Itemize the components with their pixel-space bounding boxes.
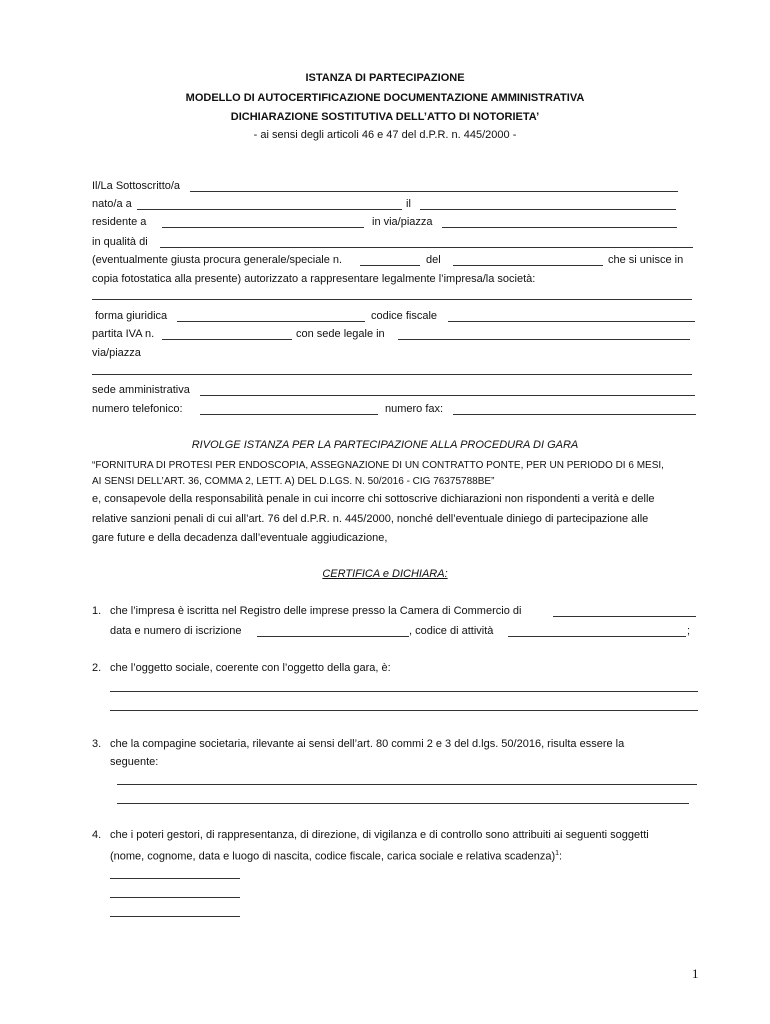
field-oggetto-sociale-2[interactable] [110,710,698,711]
certifica-heading: CERTIFICA e DICHIARA: [322,568,448,580]
item-4-text-b: (nome, cognome, data e luogo di nascita, codice fiscale, carica sociale e relativa scadenza) [110,850,556,863]
footnote-ref: 1 [555,850,560,857]
label-copia: copia fotostatica alla presente) autorizzato a rappresentare legalmente l’impresa/la società: [92,273,536,285]
field-via[interactable] [442,227,677,228]
gara-title-line-2: AI SENSI DELL’ART. 36, COMMA 2, LETT. A) DEL D.LGS. N. 50/2016 - CIG 76375788BE” [92,476,495,487]
item-1-text: che l’impresa è iscritta nel Registro delle imprese presso la Camera di Commercio di [110,605,522,617]
item-3-text-cont: seguente: [110,756,159,768]
field-telefono[interactable] [200,414,378,415]
field-oggetto-sociale-1[interactable] [110,691,698,692]
label-forma-giuridica: forma giuridica [95,310,168,322]
label-unisce: che si unisce in [608,254,684,266]
item-3-text: che la compagine societaria, rilevante ai sensi dell’art. 80 commi 2 e 3 del d.lgs. 50/2016, risulta essere la [110,738,625,750]
label-nato: nato/a a [92,198,132,210]
label-residente: residente a [92,216,147,228]
field-compagine-1[interactable] [117,784,697,785]
field-data-nascita[interactable] [420,209,676,210]
field-camera-commercio[interactable] [553,616,696,617]
paragraph-line-3: gare future e della decadenza dall’eventuale aggiudicazione, [92,532,388,544]
item-4-colon: : [559,850,563,863]
label-fax: numero fax: [385,403,444,415]
field-via-piazza[interactable] [92,374,692,375]
field-compagine-2[interactable] [117,803,689,804]
label-via-piazza: via/piazza [92,347,141,359]
paragraph-line-1: e, consapevole della responsabilità penale in cui incorre chi sottoscrive dichiarazioni non rispondenti a verità e delle [92,493,655,505]
label-del: del [426,254,441,266]
field-procura-data[interactable] [453,265,603,266]
item-4-text: che i poteri gestori, di rappresentanza, di direzione, di vigilanza e di controllo sono attribuiti ai seguenti soggetti [110,829,649,841]
field-qualita[interactable] [160,247,693,248]
label-codice-fiscale: codice fiscale [371,310,438,322]
field-soggetto-2[interactable] [110,897,240,898]
item-1-label-attivita: , codice di attività [409,625,494,637]
field-soggetto-1[interactable] [110,878,240,879]
label-procura: (eventualmente giusta procura generale/speciale n. [92,254,343,266]
paragraph-line-2: relative sanzioni penali di cui all’art. 76 del d.P.R. n. 445/2000, nonché dell’eventuale diniego di partecipazione alle [92,513,649,525]
item-3-number: 3. [92,738,102,750]
item-2-text: che l’oggetto sociale, coerente con l’oggetto della gara, è: [110,662,391,674]
title-line-2: MODELLO DI AUTOCERTIFICAZIONE DOCUMENTAZIONE AMMINISTRATIVA [185,92,585,104]
label-qualita: in qualità di [92,236,148,248]
field-codice-fiscale[interactable] [448,321,695,322]
rivolge-heading: RIVOLGE ISTANZA PER LA PARTECIPAZIONE ALLA PROCEDURA DI GARA [191,439,579,451]
item-1-number: 1. [92,605,102,617]
label-telefono: numero telefonico: [92,403,183,415]
field-forma-giuridica[interactable] [177,321,365,322]
item-1-label-iscrizione: data e numero di iscrizione [110,625,242,637]
label-via: in via/piazza [372,216,433,228]
label-partita-iva: partita IVA n. [92,328,155,340]
field-luogo-nascita[interactable] [137,209,402,210]
field-iscrizione[interactable] [257,636,409,637]
field-fax[interactable] [453,414,696,415]
label-sede-legale: con sede legale in [296,328,385,340]
field-codice-attivita[interactable] [508,636,686,637]
title-line-1: ISTANZA DI PARTECIPAZIONE [305,72,465,84]
label-sottoscritto: Il/La Sottoscritto/a [92,180,181,192]
label-il: il [406,198,411,210]
gara-title-line-1: “FORNITURA DI PROTESI PER ENDOSCOPIA, ASSEGNAZIONE DI UN CONTRATTO PONTE, PER UN PERIODO DI 6 MESI, [92,460,664,471]
page-number: 1 [692,966,699,981]
field-sede-legale[interactable] [398,339,690,340]
item-1-semicolon: ; [687,625,691,637]
label-sede-amministrativa: sede amministrativa [92,384,190,396]
title-line-3: DICHIARAZIONE SOSTITUTIVA DELL’ATTO DI NOTORIETA’ [230,111,540,123]
field-soggetto-3[interactable] [110,916,240,917]
field-sede-amministrativa[interactable] [200,395,695,396]
item-4-number: 4. [92,829,102,841]
field-impresa[interactable] [92,299,692,300]
item-4-text-cont [110,850,562,863]
field-sottoscritto[interactable] [190,191,678,192]
item-2-number: 2. [92,662,102,674]
title-subtitle: - ai sensi degli articoli 46 e 47 del d.P.R. n. 445/2000 - [253,129,517,141]
field-procura-numero[interactable] [360,265,420,266]
field-partita-iva[interactable] [162,339,292,340]
field-residenza[interactable] [162,227,364,228]
